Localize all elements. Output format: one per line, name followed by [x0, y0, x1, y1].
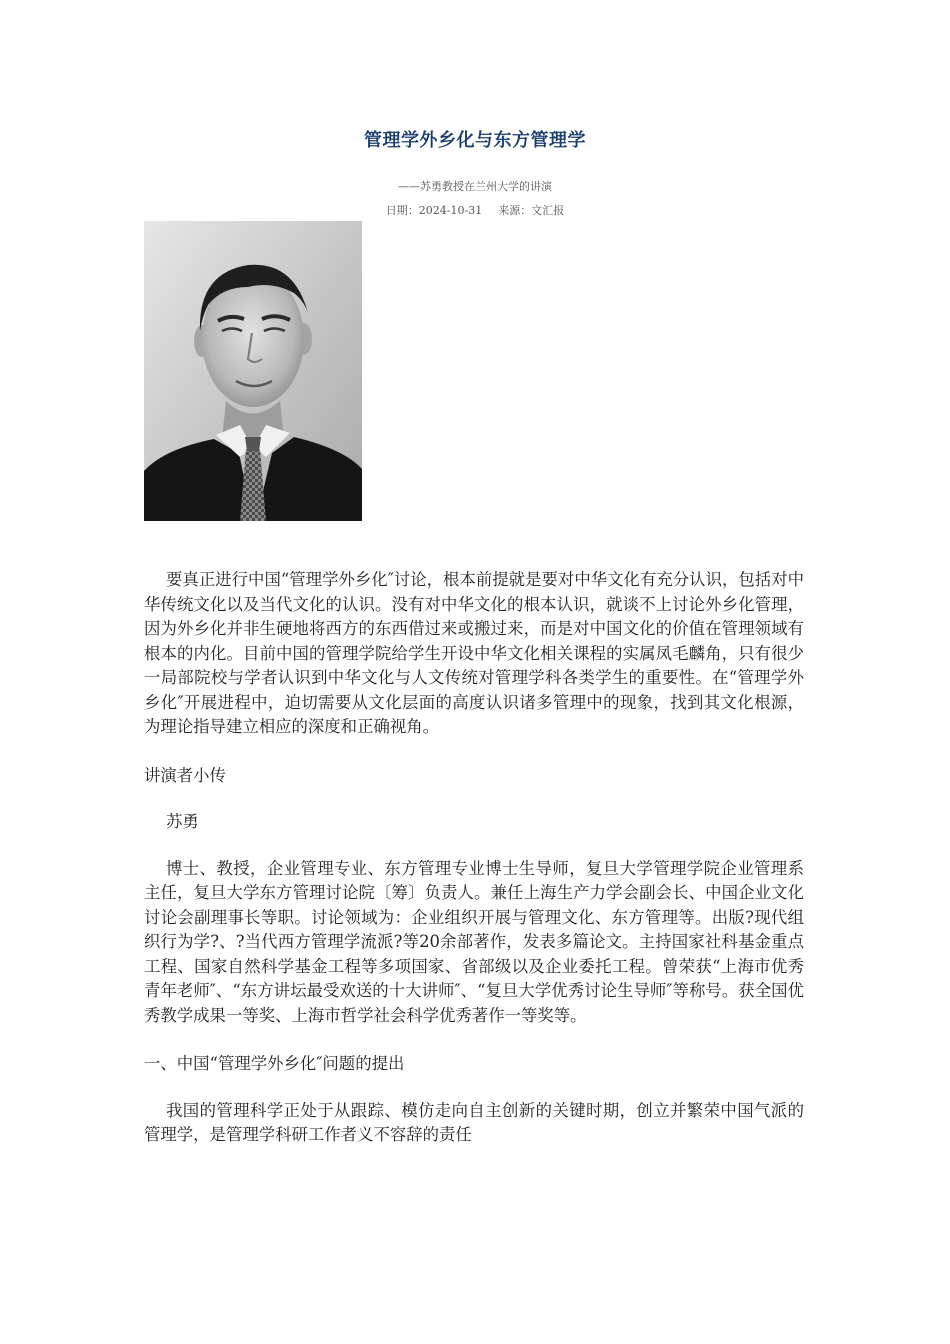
speaker-name: 苏勇	[166, 812, 199, 831]
article-source: 来源：文汇报	[498, 204, 565, 217]
article-title: 管理学外乡化与东方管理学	[364, 130, 586, 151]
article-meta	[0, 202, 950, 218]
publish-date: 日期：2024-10-31	[385, 204, 483, 217]
article-subtitle: ——苏勇教授在兰州大学的讲演	[398, 180, 552, 193]
section-1-paragraph: 我国的管理科学正处于从跟踪、模仿走向自主创新的关键时期，创立并繁荣中国气派的管理学，是管理学科研工作者义不容辞的责任	[144, 1100, 804, 1144]
bio-paragraph: 博士、教授，企业管理专业、东方管理专业博士生导师，复旦大学管理学院企业管理系主任，复旦大学东方管理讨论院〔筹〕负责人。兼任上海生产力学会副会长、中国企业文化讨论会副理事长等职。讨论领域为：企业组织开展与管理文化、东方管理等。出版?现代组织行为学?、?当代西方管理学流派?等20余部著作，发表多篇论文。主持国家社科基金重点工程、国家自然科学基金工程等多项国家、省部级以及企业委托工程。曾荣获“上海市优秀青年老师″、“东方讲坛最受欢送的十大讲师″、“复旦大学优秀讨论生导师″等称号。获全国优秀教学成果一等奖、上海市哲学社会科学优秀著作一等奖等。	[144, 858, 804, 1025]
bio-heading: 讲演者小传	[144, 765, 226, 785]
section-1-heading: 一、中国“管理学外乡化″问题的提出	[144, 1054, 405, 1073]
article-body	[144, 568, 804, 1172]
speaker-portrait-photo	[144, 221, 362, 521]
intro-paragraph: 要真正进行中国“管理学外乡化″讨论，根本前提就是要对中华文化有充分认识，包括对中华传统文化以及当代文化的认识。没有对中华文化的根本认识，就谈不上讨论外乡化管理，因为外乡化并非生硬地将西方的东西借过来或搬过来，而是对中国文化的价值在管理领域有根本的内化。目前中国的管理学院给学生开设中华文化相关课程的实属凤毛麟角，只有很少一局部院校与学者认识到中华文化与人文传统对管理学科各类学生的重要性。在“管理学外乡化″开展进程中，迫切需要从文化层面的高度认识诸多管理中的现象，找到其文化根源，为理论指导建立相应的深度和正确视角。	[144, 570, 804, 736]
